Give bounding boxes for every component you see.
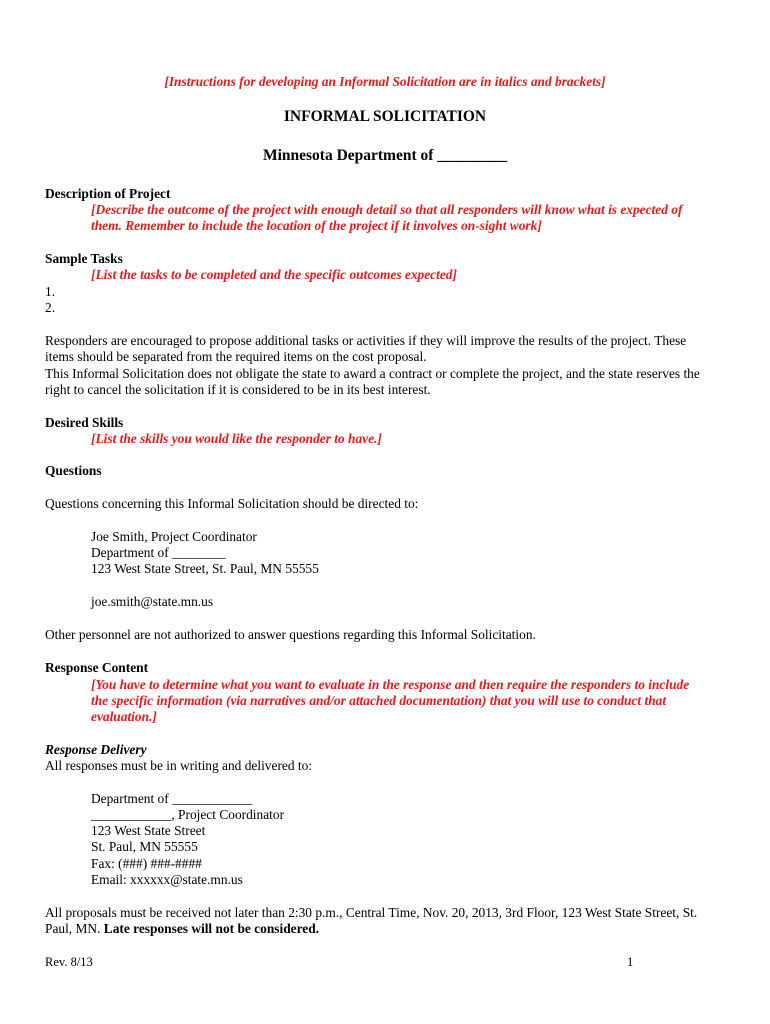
task-item-1: 1. bbox=[45, 284, 56, 299]
document-title: INFORMAL SOLICITATION bbox=[283, 108, 487, 125]
response-content-instruction-line3: evaluation.] bbox=[91, 709, 157, 724]
contact-email: joe.smith@state.mn.us bbox=[91, 594, 214, 609]
instructions-note: [Instructions for developing an Informal Solicitation are in italics and brackets] bbox=[164, 74, 606, 89]
description-instruction-line2: them. Remember to include the location of the project if it involves on-sight work] bbox=[91, 218, 542, 233]
contact-line1: Joe Smith, Project Coordinator bbox=[91, 529, 257, 544]
body-para2-line2: right to cancel the solicitation if it is considered to be in its best interest. bbox=[45, 382, 431, 397]
response-content-instruction-line1: [You have to determine what you want to evaluate in the response and then require the responders to include bbox=[91, 677, 690, 692]
page-number: 1 bbox=[627, 955, 634, 969]
skills-instruction: [List the skills you would like the responder to have.] bbox=[91, 431, 382, 446]
delivery-address-line4: St. Paul, MN 55555 bbox=[91, 839, 198, 854]
deadline-line1: All proposals must be received not later than 2:30 p.m., Central Time, Nov. 20, 2013, 3rd Floor, 123 West State Street, St. bbox=[45, 905, 698, 920]
questions-notice: Other personnel are not authorized to answer questions regarding this Informal Solicitation. bbox=[45, 627, 536, 642]
tasks-instruction: [List the tasks to be completed and the specific outcomes expected] bbox=[91, 267, 457, 282]
questions-intro: Questions concerning this Informal Solicitation should be directed to: bbox=[45, 496, 419, 511]
contact-line3: 123 West State Street, St. Paul, MN 55555 bbox=[91, 561, 319, 576]
late-response-warning: Late responses will not be considered. bbox=[103, 921, 320, 936]
delivery-address-line2: ____________, Project Coordinator bbox=[91, 807, 285, 822]
deadline-line2-text: Paul, MN. bbox=[45, 921, 104, 936]
delivery-intro: All responses must be in writing and delivered to: bbox=[45, 758, 313, 773]
department-heading: Minnesota Department of _________ bbox=[262, 147, 508, 164]
body-para1-line2: items should be separated from the required items on the cost proposal. bbox=[45, 349, 427, 364]
delivery-address-line3: 123 West State Street bbox=[91, 823, 206, 838]
skills-heading: Desired Skills bbox=[45, 415, 124, 430]
description-instruction-line1: [Describe the outcome of the project with enough detail so that all responders will know what is expected of bbox=[91, 202, 683, 217]
body-para2-line1: This Informal Solicitation does not obligate the state to award a contract or complete the project, and the state reserves the bbox=[45, 366, 700, 381]
delivery-address-line1: Department of ____________ bbox=[91, 791, 253, 806]
questions-heading: Questions bbox=[45, 463, 102, 478]
delivery-heading: Response Delivery bbox=[45, 742, 147, 757]
contact-line2: Department of ________ bbox=[91, 545, 226, 560]
deadline-line2 bbox=[45, 921, 319, 937]
response-content-heading: Response Content bbox=[45, 660, 149, 675]
task-item-2: 2. bbox=[45, 300, 56, 315]
response-content-instruction-line2: the specific information (via narratives and/or attached documentation) that you will use to conduct that bbox=[91, 693, 667, 708]
delivery-address-line6: Email: xxxxxx@state.mn.us bbox=[91, 872, 243, 887]
tasks-heading: Sample Tasks bbox=[45, 251, 123, 266]
body-para1-line1: Responders are encouraged to propose additional tasks or activities if they will improve the results of the project. These bbox=[45, 333, 687, 348]
description-heading: Description of Project bbox=[45, 186, 171, 201]
delivery-address-line5: Fax: (###) ###-#### bbox=[91, 856, 202, 871]
revision-label: Rev. 8/13 bbox=[45, 955, 93, 969]
